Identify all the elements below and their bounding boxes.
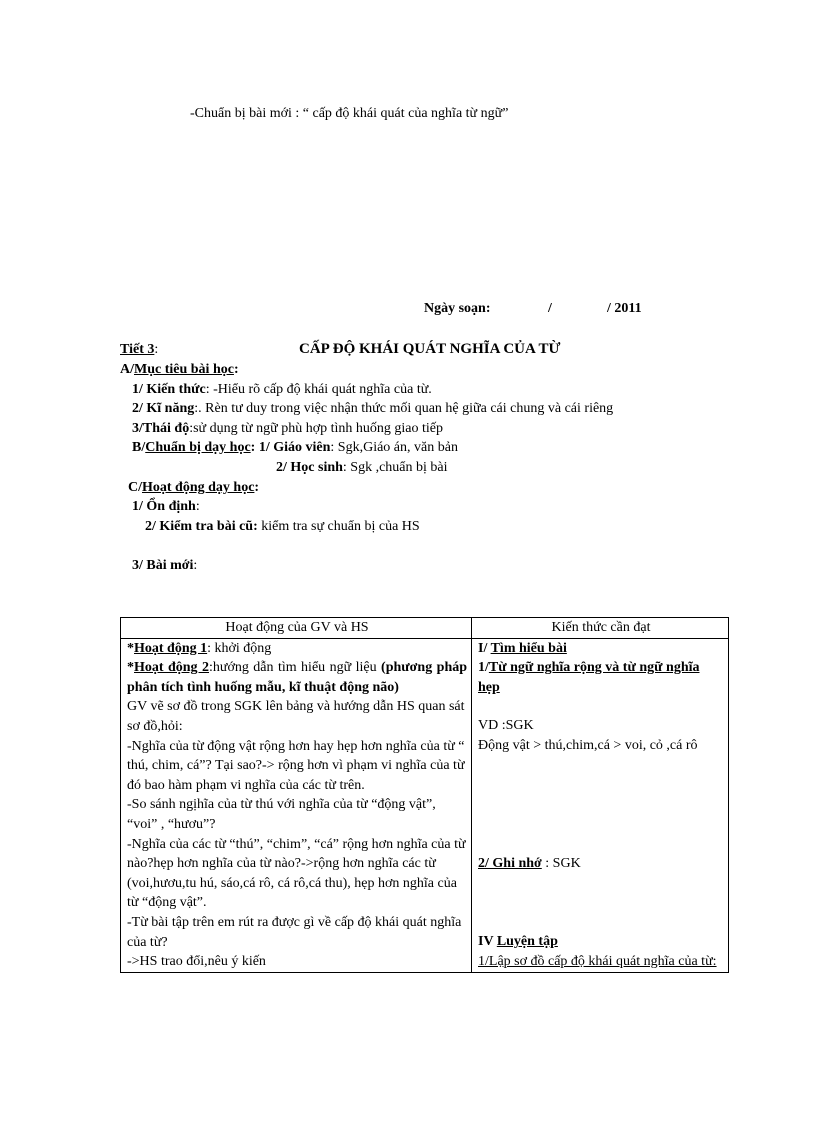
knowledge-label: 1/ Kiến thức bbox=[132, 382, 206, 397]
student-text: : Sgk ,chuẩn bị bài bbox=[342, 460, 448, 475]
activity-1-label: Hoạt động 1 bbox=[134, 640, 208, 656]
check-text: kiểm tra sự chuẩn bị của HS bbox=[257, 519, 420, 534]
spacer bbox=[478, 873, 724, 932]
practice-label: Luyện tập bbox=[496, 934, 558, 950]
activity-2-label: Hoạt động 2 bbox=[134, 660, 209, 676]
spacer bbox=[478, 756, 724, 854]
activity-2-prefix: * bbox=[127, 660, 134, 676]
section-broad-narrow-prefix: 1/ bbox=[478, 660, 489, 676]
section-broad-narrow bbox=[478, 658, 724, 697]
question-3: -Nghĩa của các từ “thú”, “chim”, “cá” rộng hơn nghĩa của từ nào?hẹp hơn nghĩa của từ nào?->rộng hơn nghĩa các từ (voi,hươu,tu hú, sáo,cá rô, cá rô,cá thu), hẹp hơn nghĩa của từ “động vật”. bbox=[127, 836, 466, 911]
table-header-row bbox=[121, 618, 729, 639]
objectives-label: Mục tiêu bài học bbox=[134, 362, 234, 377]
header-activities: Hoạt động của GV và HS bbox=[121, 618, 472, 639]
activity-2-text: :hướng dẫn tìm hiểu ngữ liệu bbox=[209, 660, 382, 676]
stabilize-line bbox=[132, 498, 200, 516]
student-response: ->HS trao đổi,nêu ý kiến bbox=[127, 954, 266, 970]
teacher-instruction: GV vẽ sơ đồ trong SGK lên bảng và hướng dẫn HS quan sát sơ đồ,hỏi: bbox=[127, 699, 465, 734]
activity-2 bbox=[127, 658, 467, 697]
preparation-prefix: B/ bbox=[132, 440, 146, 455]
section-explore-prefix: I/ bbox=[478, 640, 491, 656]
section-explore bbox=[478, 639, 724, 659]
stabilize-text: : bbox=[195, 499, 200, 514]
question-4: -Từ bài tập trên em rút ra được gì về cấp độ khái quát nghĩa của từ? bbox=[127, 914, 462, 950]
activities-cell bbox=[121, 638, 472, 972]
header-knowledge: Kiến thức cần đạt bbox=[472, 618, 729, 639]
prep-new-lesson-line: -Chuẩn bị bài mới : “ cấp độ khái quát của nghĩa từ ngữ” bbox=[190, 106, 509, 121]
teacher-text: : Sgk,Giáo án, văn bản bbox=[330, 440, 458, 455]
knowledge-cell bbox=[472, 638, 729, 972]
date-sep-2: / 2011 bbox=[607, 301, 642, 316]
new-lesson-text: : bbox=[193, 558, 198, 573]
date-label: Ngày soạn: bbox=[424, 301, 491, 316]
practice-prefix: IV bbox=[478, 934, 497, 950]
student-label: 2/ Học sinh bbox=[276, 460, 343, 475]
student-line bbox=[276, 459, 448, 477]
activity-2-method: (phương pháp phân tích tình huống mẫu, kĩ thuật động não) bbox=[127, 660, 468, 695]
check-label: 2/ Kiểm tra bài cũ: bbox=[145, 519, 258, 534]
preparation-line bbox=[132, 439, 458, 457]
activity-1 bbox=[127, 639, 467, 659]
activity-table bbox=[120, 617, 729, 973]
knowledge-text: : -Hiểu rõ cấp độ khái quát nghĩa của từ. bbox=[205, 382, 432, 397]
activities-colon: : bbox=[254, 480, 260, 495]
activities-prefix: C/ bbox=[128, 480, 142, 495]
lesson-number-label: Tiết 3 bbox=[120, 342, 155, 357]
objectives-prefix: A/ bbox=[120, 362, 134, 377]
skills-line bbox=[132, 400, 613, 418]
attitude-label: 3/Thái độ bbox=[132, 421, 190, 436]
objectives-heading bbox=[120, 361, 239, 379]
practice-heading bbox=[478, 932, 724, 952]
date-sep-1: / bbox=[548, 301, 552, 316]
lesson-number bbox=[120, 341, 158, 359]
activities-label: Hoạt động dạy học bbox=[142, 480, 255, 495]
skills-label: 2/ Kĩ năng bbox=[132, 401, 195, 416]
activity-1-prefix: * bbox=[127, 640, 134, 656]
section-broad-narrow-label: Từ ngữ nghĩa rộng và từ ngữ nghĩa hẹp bbox=[478, 660, 700, 695]
note-line bbox=[478, 854, 724, 874]
lesson-number-colon: : bbox=[154, 342, 159, 357]
objectives-colon: : bbox=[233, 362, 239, 377]
skills-text: :. Rèn tư duy trong việc nhận thức mối quan hệ giữa cái chung và cái riêng bbox=[194, 401, 614, 416]
section-explore-label: Tìm hiểu bài bbox=[490, 640, 567, 656]
example-text: Động vật > thú,chim,cá > voi, cỏ ,cá rô bbox=[478, 737, 698, 753]
preparation-heading: Chuẩn bị dạy học bbox=[145, 440, 251, 455]
attitude-line bbox=[132, 420, 443, 438]
question-2: -So sánh ngịhĩa của từ thú với nghĩa của từ “động vật”, “voi” , “hươu”? bbox=[127, 797, 436, 832]
table-row bbox=[121, 638, 729, 972]
activities-heading bbox=[128, 479, 259, 497]
practice-item: 1/Lập sơ đồ cấp độ khái quát nghĩa của từ: bbox=[478, 953, 717, 969]
stabilize-label: 1/ Ổn định bbox=[132, 499, 196, 514]
new-lesson-line bbox=[132, 557, 197, 575]
new-lesson-label: 3/ Bài mới bbox=[132, 558, 194, 573]
example-label: VD :SGK bbox=[478, 718, 534, 734]
knowledge-line bbox=[132, 381, 432, 399]
lesson-title: CẤP ĐỘ KHÁI QUÁT NGHĨA CỦA TỪ bbox=[299, 341, 561, 357]
note-label: 2/ Ghi nhớ bbox=[478, 855, 542, 871]
teacher-label: : 1/ Giáo viên bbox=[250, 440, 331, 455]
date-line bbox=[424, 300, 642, 318]
question-1: -Nghĩa của từ động vật rộng hơn hay hẹp hơn nghĩa của từ “ thú, chim, cá”? Tại sao?-> rộng hơn vì phạm vi nghĩa của từ đó bao hàm phạm vi nghĩa của các từ trên. bbox=[127, 738, 465, 793]
note-text: : SGK bbox=[541, 855, 581, 871]
spacer bbox=[478, 697, 724, 716]
activity-1-text: : khởi động bbox=[207, 640, 272, 656]
attitude-text: :sử dụng từ ngữ phù hợp tình huống giao tiếp bbox=[189, 421, 443, 436]
check-line bbox=[145, 518, 420, 536]
